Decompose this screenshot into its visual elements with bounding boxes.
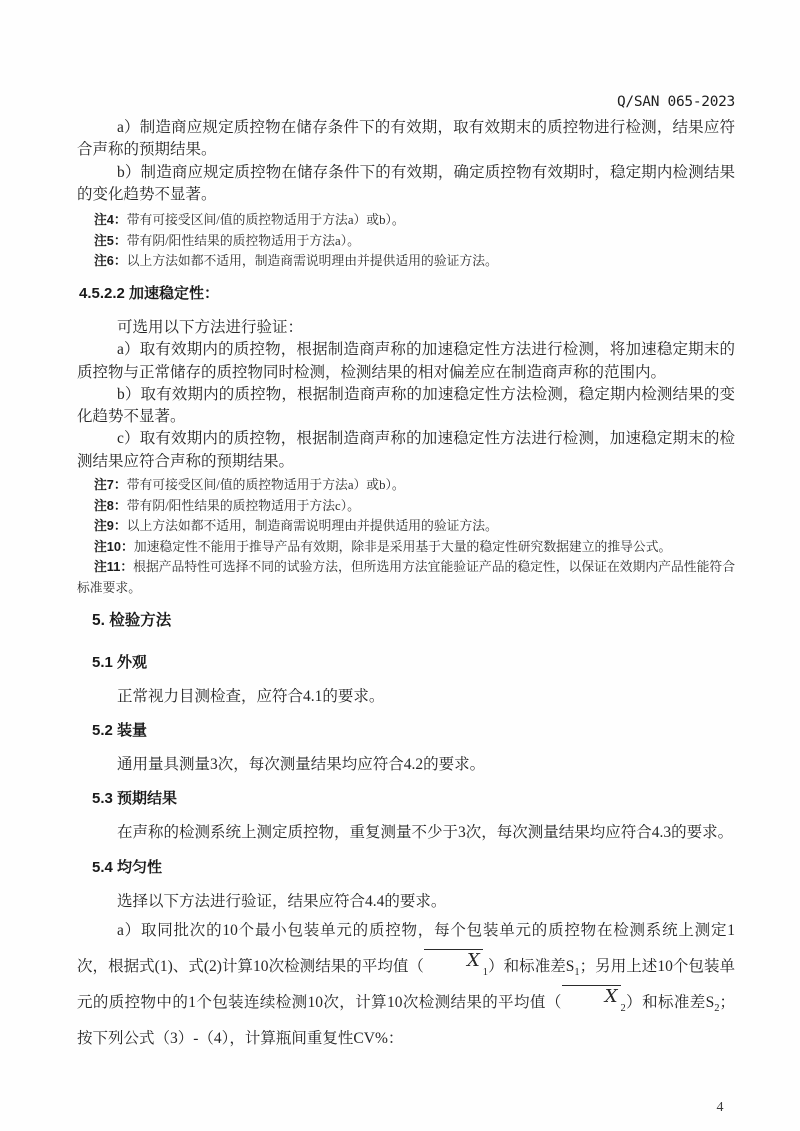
s1-subscript: 1 bbox=[574, 966, 580, 978]
mean-x1-symbol bbox=[424, 949, 489, 978]
notes-group-accelerated bbox=[77, 475, 735, 599]
note-text: 带有阴/阳性结果的质控物适用于方法c）。 bbox=[126, 498, 360, 513]
note-item bbox=[77, 475, 735, 496]
note-label: 注4： bbox=[94, 212, 127, 228]
note-label: 注6： bbox=[94, 253, 127, 269]
paragraph-5-4-method-a-formula bbox=[77, 913, 735, 1057]
heading-5-1-appearance: 5.1 外观 bbox=[92, 653, 148, 671]
x-bar-subscript: 1 bbox=[482, 966, 489, 978]
paragraph-accelerated-method-c: c）取有效期内的质控物，根据制造商声称的加速稳定性方法进行检测，加速稳定期末的检测结果应符合声称的预期结果。 bbox=[77, 430, 735, 470]
note-label: 注10： bbox=[94, 538, 134, 554]
paragraph-accelerated-method-b: b）取有效期内的质控物，根据制造商声称的加速稳定性方法检测，稳定期内检测结果的变化趋势不显著。 bbox=[77, 385, 735, 426]
s2-subscript: 2 bbox=[714, 1002, 720, 1014]
heading-5-2-fill-volume: 5.2 装量 bbox=[92, 721, 148, 739]
note-item bbox=[77, 557, 735, 598]
note-text: 带有阴/阳性结果的质控物适用于方法a）。 bbox=[126, 233, 360, 248]
note-text: 根据产品特性可选择不同的试验方法，但所选用方法宜能验证产品的稳定性，以保证在效期内产品性能符合标准要求。 bbox=[77, 560, 736, 596]
heading-accelerated-stability: 4.5.2.2 加速稳定性： bbox=[79, 284, 220, 302]
heading-5-4-homogeneity: 5.4 均匀性 bbox=[92, 858, 163, 876]
note-text: 带有可接受区间/值的质控物适用于方法a）或b）。 bbox=[126, 213, 405, 228]
formula-text-segment: ）和标准差S bbox=[488, 957, 575, 975]
paragraph-accelerated-intro: 可选用以下方法进行验证： bbox=[117, 318, 304, 336]
doc-standard-number: Q/SAN 065-2023 bbox=[616, 94, 735, 110]
paragraph-realtime-method-a: a）制造商应规定质控物在储存条件下的有效期，取有效期末的质控物进行检测，结果应符合声称的预期结果。 bbox=[77, 119, 735, 159]
note-text: 以上方法如都不适用，制造商需说明理由并提供适用的验证方法。 bbox=[126, 254, 498, 269]
paragraph-5-1-body: 正常视力目测检查，应符合4.1的要求。 bbox=[117, 687, 385, 705]
page-number: 4 bbox=[716, 1100, 724, 1115]
note-text: 以上方法如都不适用，制造商需说明理由并提供适用的验证方法。 bbox=[126, 519, 498, 534]
note-label: 注8： bbox=[94, 497, 127, 513]
page-content bbox=[77, 94, 735, 1057]
note-label: 注5： bbox=[94, 232, 127, 248]
note-item bbox=[77, 496, 735, 517]
paragraph-5-3-body: 在声称的检测系统上测定质控物，重复测量不少于3次，每次测量结果均应符合4.3的要求。 bbox=[117, 824, 734, 842]
note-text: 加速稳定性不能用于推导产品有效期，除非是采用基于大量的稳定性研究数据建立的推导公式。 bbox=[133, 539, 672, 554]
paragraph-accelerated-method-a: a）取有效期内的质控物，根据制造商声称的加速稳定性方法进行检测，将加速稳定期末的质控物与正常储存的质控物同时检测，检测结果的相对偏差应在制造商声称的范围内。 bbox=[77, 341, 735, 381]
paragraph-5-2-body: 通用量具测量3次，每次测量结果均应符合4.2的要求。 bbox=[117, 755, 486, 773]
note-item bbox=[77, 210, 735, 231]
note-label: 注9： bbox=[94, 518, 127, 534]
formula-text-segment: a）取同批次的10个最小包装单元的质控物，每个包装单元的质控物在检测系统上测定1次，根据式(1)、式(2)计算10次检测结果的平均值（ bbox=[77, 921, 735, 975]
heading-5-3-expected-results: 5.3 预期结果 bbox=[92, 790, 178, 808]
note-item bbox=[77, 231, 735, 252]
paragraph-realtime-method-b: b）制造商应规定质控物在储存条件下的有效期，确定质控物有效期时，稳定期内检测结果的变化趋势不显著。 bbox=[77, 163, 735, 203]
mean-x2-symbol bbox=[562, 985, 626, 1014]
x-bar-base: X bbox=[562, 985, 621, 1006]
formula-text-segment: ；另用上述10个包装单元的质控物中的1个包装连续检测10次，计算10次检测结果的平均值（ bbox=[77, 957, 735, 1011]
note-item bbox=[77, 516, 735, 537]
notes-group-realtime bbox=[77, 210, 735, 272]
note-label: 注11： bbox=[94, 559, 134, 575]
paragraph-5-4-intro: 选择以下方法进行验证，结果应符合4.4的要求。 bbox=[117, 892, 447, 910]
heading-chapter5-inspection-methods: 5. 检验方法 bbox=[92, 611, 172, 629]
note-item bbox=[77, 251, 735, 272]
note-item bbox=[77, 537, 735, 558]
formula-text-segment: ；按下列公式（3）-（4），计算瓶间重复性CV%： bbox=[77, 993, 735, 1047]
note-label: 注7： bbox=[94, 477, 127, 493]
x-bar-base: X bbox=[424, 949, 483, 970]
note-text: 带有可接受区间/值的质控物适用于方法a）或b）。 bbox=[126, 478, 405, 493]
formula-text-segment: ）和标准差S bbox=[625, 993, 715, 1011]
x-bar-subscript: 2 bbox=[620, 1002, 626, 1014]
